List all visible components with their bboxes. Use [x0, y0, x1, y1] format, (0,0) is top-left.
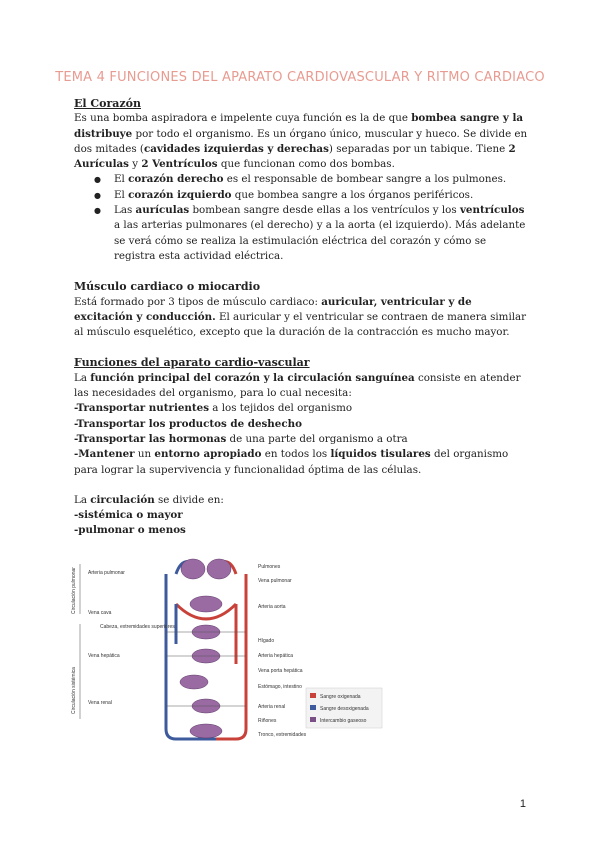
bullet-list [74, 172, 530, 264]
list-item: -Mantener un entorno apropiado en todos los líquidos tisulares del organismo para lograr la supervivencia y funcionalidad óptima de las células. [74, 448, 509, 476]
list-item: ● El corazón izquierdo que bombea sangre a los órganos periféricos. [114, 188, 530, 203]
label-arteria-hepatica: Arteria hepática [258, 653, 294, 659]
label-arteria-renal: Arteria renal [258, 704, 286, 710]
page-title: TEMA 4 FUNCIONES DEL APARATO CARDIOVASCULAR Y RITMO CARDIACO [55, 70, 545, 85]
list-item: ● El corazón derecho es el responsable de bombear sangre a los pulmones. [114, 172, 530, 187]
label-vena-pulmonar: Vena pulmonar [258, 578, 292, 584]
systemic-circulation-label: Circulación sistémica [71, 667, 77, 714]
label-arteria-aorta: Arteria aorta [258, 604, 286, 610]
legend-oxygenated: Sangre oxigenada [320, 694, 361, 700]
legend-gas-exchange: Intercambio gaseoso [320, 718, 367, 724]
legend-deoxygenated: Sangre desoxigenada [320, 706, 369, 712]
label-rinones: Riñones [258, 718, 277, 724]
label-tronco: Tronco, extremidades [258, 732, 307, 738]
section-heading: Funciones del aparato cardio-vascular [74, 356, 310, 370]
pulmonary-circulation-label: Circulación pulmonar [71, 567, 77, 614]
list-item: -Transportar los productos de deshecho [74, 417, 302, 430]
label-vena-porta: Vena porta hepática [258, 668, 303, 674]
list-item: -Transportar nutrientes a los tejidos del organismo [74, 402, 353, 415]
paragraph: Está formado por 3 tipos de músculo cardiaco: auricular, ventricular y de excitación y conducción. El auricular y el ventricular se contraen de manera similar al músculo esquelético, excepto que la duración de la contracción es mucho mayor. [74, 295, 527, 339]
section-heading: El Corazón [74, 97, 141, 110]
list-item: -pulmonar o menos [74, 524, 186, 537]
label-cabeza: Cabeza, extremidades superiores [100, 624, 175, 630]
label-vena-cava: Vena cava [88, 610, 112, 616]
paragraph: La función principal del corazón y la circulación sanguínea consiste en atender las necesidades del organismo, para lo cual necesita: [74, 371, 521, 400]
list-item: ● Las aurículas bombean sangre desde ellas a los ventrículos y los ventrículos a las arterias pulmonares (el derecho) y a la aorta (el izquierdo). Más adelante se verá cómo se realiza la estimulación eléctrica del corazón y cómo se registra esta actividad eléctrica. [114, 203, 530, 264]
document-body [74, 96, 530, 539]
page-number: 1 [519, 798, 526, 810]
label-estomago: Estómago, intestino [258, 684, 302, 690]
label-higado: Hígado [258, 638, 275, 644]
label-pulmones: Pulmones [258, 564, 281, 570]
section-heading: Músculo cardiaco o miocardio [74, 280, 261, 294]
label-vena-hepatica: Vena hepática [88, 653, 120, 659]
label-vena-renal: Vena renal [88, 700, 112, 706]
list-item: -sistémica o mayor [74, 509, 183, 522]
list-item: -Transportar las hormonas de una parte del organismo a otra [74, 432, 408, 445]
paragraph: Es una bomba aspiradora e impelente cuya función es la de que bombea sangre y la distribuye por todo el organismo. Es un órgano único, muscular y hueco. Se divide en dos mitades (cavidades izquierdas y derechas) separadas por un tabique. Tiene 2 Aurículas y 2 Ventrículos que funcionan como dos bombas. [74, 112, 528, 171]
circulation-diagram [66, 544, 386, 744]
label-arteria-pulmonar: Arteria pulmonar [88, 570, 125, 576]
paragraph: La circulación se divide en: [74, 493, 224, 506]
